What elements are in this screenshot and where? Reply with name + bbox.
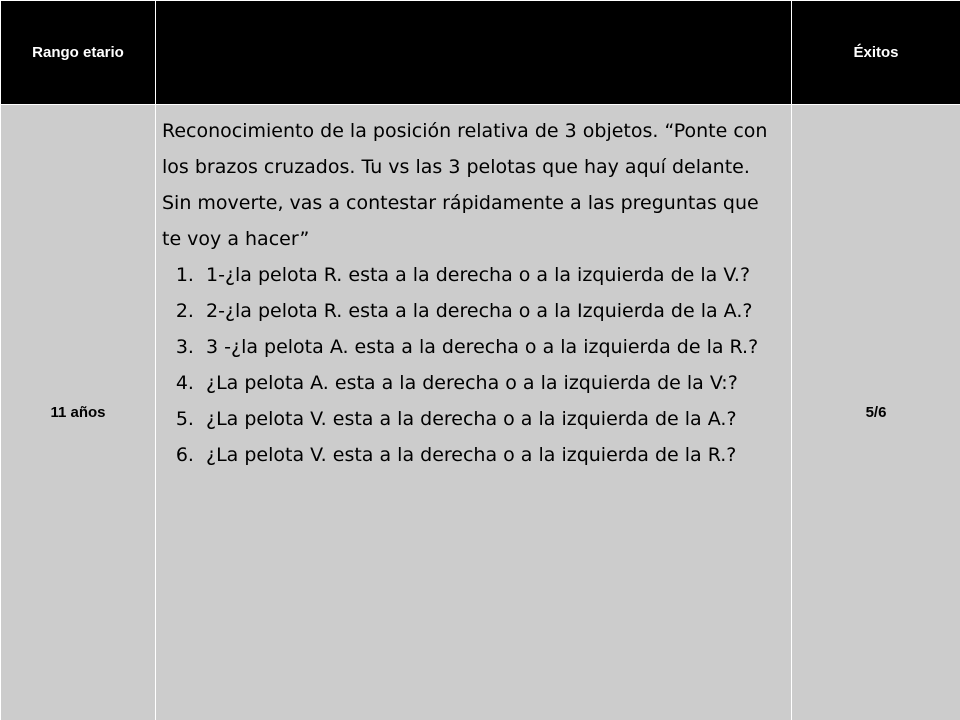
question-list <box>162 257 781 473</box>
header-activity <box>156 1 792 105</box>
list-item: 5. ¿La pelota V. esta a la derecha o a la izquierda de la A.? <box>200 401 781 437</box>
list-item: 1. 1-¿la pelota R. esta a la derecha o a la izquierda de la V.? <box>200 257 781 293</box>
header-success: Éxitos <box>792 1 960 105</box>
table-header-row <box>1 1 960 105</box>
header-age-range: Rango etario <box>1 1 156 105</box>
list-item: 2. 2-¿la pelota R. esta a la derecha o a la Izquierda de la A.? <box>200 293 781 329</box>
table-row <box>1 105 960 720</box>
activity-cell <box>156 105 792 720</box>
activity-intro: Reconocimiento de la posición relativa de 3 objetos. “Ponte con los brazos cruzados. Tu vs las 3 pelotas que hay aquí delante. Sin moverte, vas a contestar rápidamente a las preguntas que te voy a hacer” <box>162 120 768 250</box>
list-item: 6. ¿La pelota V. esta a la derecha o a la izquierda de la R.? <box>200 437 781 473</box>
age-cell: 11 años <box>1 105 156 720</box>
success-cell: 5/6 <box>792 105 960 720</box>
list-item: 3. 3 -¿la pelota A. esta a la derecha o a la izquierda de la R.? <box>200 329 781 365</box>
list-item: 4. ¿La pelota A. esta a la derecha o a la izquierda de la V:? <box>200 365 781 401</box>
